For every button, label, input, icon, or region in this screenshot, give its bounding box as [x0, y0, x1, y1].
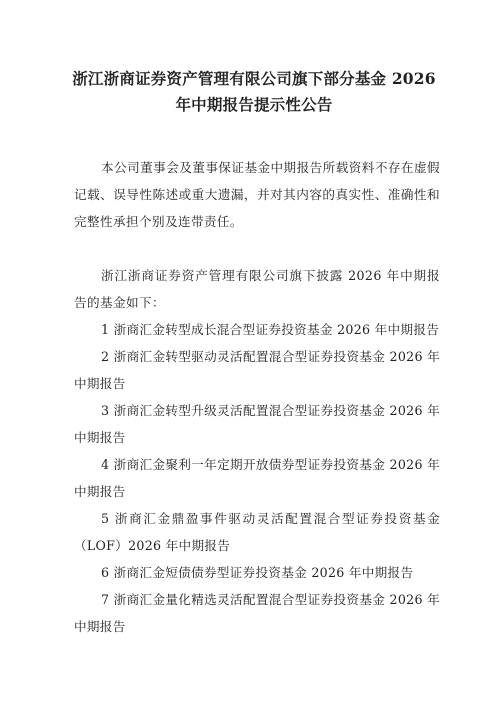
title-line-2: 年中期报告提示性公告 [175, 95, 333, 114]
lead-paragraph: 浙江浙商证券资产管理有限公司旗下披露 2026 年中期报告的基金如下： [74, 268, 440, 310]
fund-item: 1 浙商汇金转型成长混合型证券投资基金 2026 年中期报告 [101, 322, 440, 337]
fund-list [74, 316, 440, 640]
fund-item: 7 浙商汇金量化精选灵活配置混合型证券投资基金 2026 年中期报告 [74, 592, 440, 634]
fund-item: 2 浙商汇金转型驱动灵活配置混合型证券投资基金 2026 年中期报告 [74, 349, 440, 391]
intro-paragraph: 本公司董事会及董事保证基金中期报告所载资料不存在虚假记载、误导性陈述或重大遗漏，并对其内容的真实性、准确性和完整性承担个别及连带责任。 [74, 160, 440, 229]
fund-item: 6 浙商汇金短债债券型证券投资基金 2026 年中期报告 [101, 565, 414, 580]
title-line-1: 浙江浙商证券资产管理有限公司旗下部分基金 2026 [72, 69, 436, 88]
fund-item: 5 浙商汇金鼎盈事件驱动灵活配置混合型证券投资基金（LOF）2026 年中期报告 [74, 511, 440, 553]
document-title [68, 66, 440, 118]
fund-item: 4 浙商汇金聚利一年定期开放债券型证券投资基金 2026 年中期报告 [74, 457, 440, 499]
fund-item: 3 浙商汇金转型升级灵活配置混合型证券投资基金 2026 年中期报告 [74, 403, 440, 445]
